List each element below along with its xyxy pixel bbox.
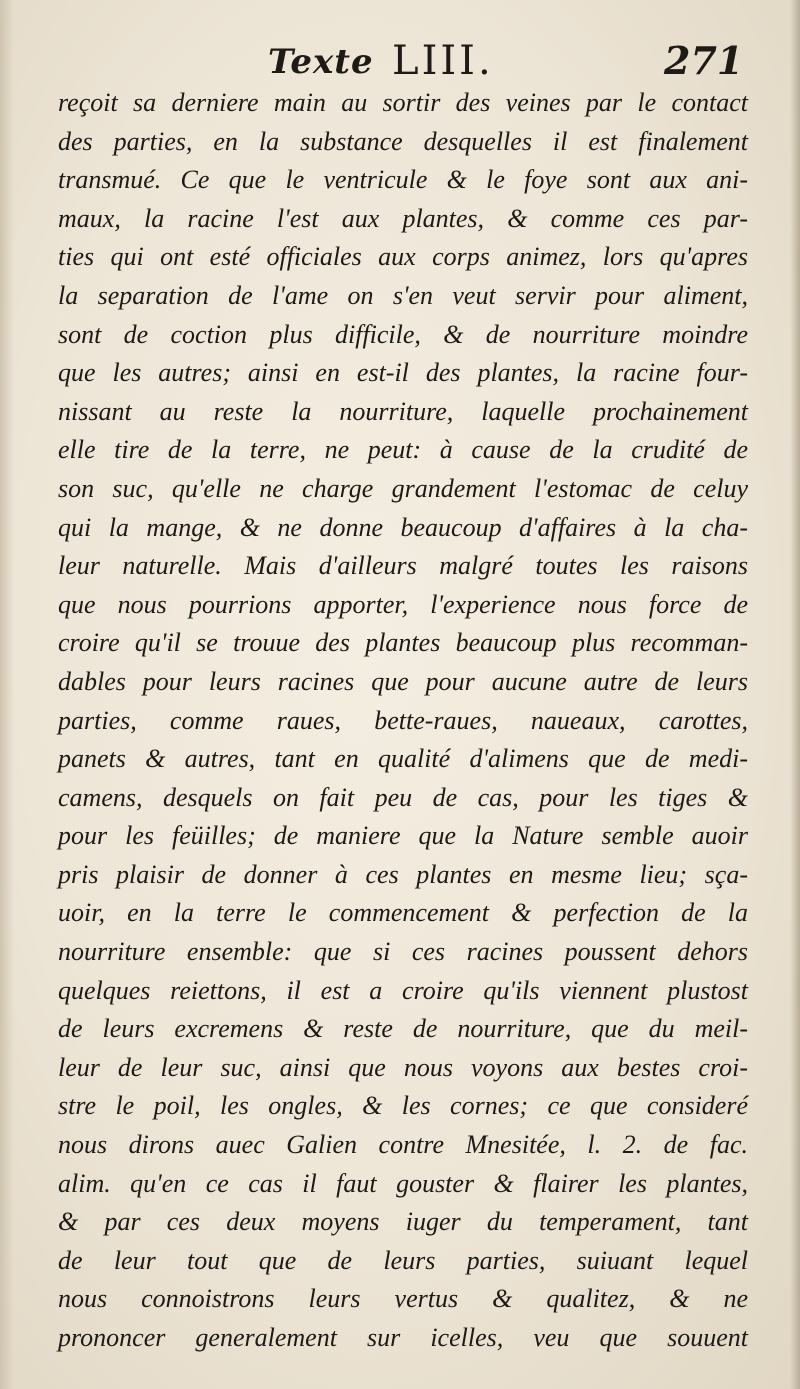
text-line: que nous pourrions apporter, l'experience nous force de bbox=[58, 589, 748, 619]
text-line: nous connoistrons leurs vertus & qualitez, & ne bbox=[58, 1284, 748, 1314]
text-line: & par ces deux moyens iuger du temperament, tant bbox=[58, 1207, 748, 1237]
text-line: transmué. Ce que le ventricule & le foye sont aux ani- bbox=[58, 165, 748, 195]
text-line: uoir, en la terre le commencement & perfection de la bbox=[58, 898, 748, 928]
text-line: qui la mange, & ne donne beaucoup d'affaires à la cha- bbox=[58, 512, 748, 542]
text-line: ties qui ont esté officiales aux corps animez, lors qu'apres bbox=[58, 242, 748, 272]
text-line: la separation de l'ame on s'en veut servir pour aliment, bbox=[58, 280, 748, 310]
text-line: elle tire de la terre, ne peut: à cause de la crudité de bbox=[58, 435, 748, 465]
running-title-number: LIII. bbox=[392, 38, 494, 84]
text-line: que les autres; ainsi en est-il des plantes, la racine four- bbox=[58, 358, 748, 388]
text-line: quelques reiettons, il est a croire qu'ils viennent plustost bbox=[58, 975, 748, 1005]
text-line: leur de leur suc, ainsi que nous voyons aux bestes croi- bbox=[58, 1052, 748, 1082]
text-line: nous dirons auec Galien contre Mnesitée, l. 2. de fac. bbox=[58, 1130, 748, 1160]
text-line: des parties, en la substance desquelles il est finalement bbox=[58, 126, 748, 156]
text-line: reçoit sa derniere main au sortir des veines par le contact bbox=[58, 88, 748, 117]
text-line: son suc, qu'elle ne charge grandement l'estomac de celuy bbox=[58, 473, 748, 503]
text-line: de leurs excremens & reste de nourriture, que du meil- bbox=[58, 1014, 748, 1044]
page-edge-shadow bbox=[790, 0, 800, 1389]
text-line: nissant au reste la nourriture, laquelle prochainement bbox=[58, 396, 748, 426]
text-line: camens, desquels on fait peu de cas, pour les tiges & bbox=[58, 782, 748, 812]
text-line: de leur tout que de leurs parties, suiuant lequel bbox=[58, 1245, 748, 1275]
text-line: pris plaisir de donner à ces plantes en mesme lieu; sça- bbox=[58, 859, 748, 889]
text-line: sont de coction plus difficile, & de nourriture moindre bbox=[58, 319, 748, 349]
text-line: pour les feüilles; de maniere que la Nature semble auoir bbox=[58, 821, 748, 851]
text-line: maux, la racine l'est aux plantes, & comme ces par- bbox=[58, 203, 748, 233]
body-text bbox=[58, 84, 748, 1358]
page-gutter-shadow bbox=[0, 0, 14, 1389]
text-line: alim. qu'en ce cas il faut gouster & flairer les plantes, bbox=[58, 1168, 748, 1198]
text-line: dables pour leurs racines que pour aucune autre de leurs bbox=[58, 666, 748, 696]
text-line: stre le poil, les ongles, & les cornes; ce que consideré bbox=[58, 1091, 748, 1121]
text-line: panets & autres, tant en qualité d'alimens que de medi- bbox=[58, 744, 748, 774]
running-title: Texte bbox=[268, 42, 374, 82]
page-number: 271 bbox=[664, 38, 744, 83]
text-line: prononcer generalement sur icelles, veu que souuent bbox=[58, 1323, 748, 1352]
text-line: leur naturelle. Mais d'ailleurs malgré toutes les raisons bbox=[58, 551, 748, 581]
text-line: croire qu'il se trouue des plantes beaucoup plus recomman- bbox=[58, 628, 748, 658]
text-line: parties, comme raues, bette-raues, naueaux, carottes, bbox=[58, 705, 748, 735]
text-line: nourriture ensemble: que si ces racines poussent dehors bbox=[58, 937, 748, 967]
